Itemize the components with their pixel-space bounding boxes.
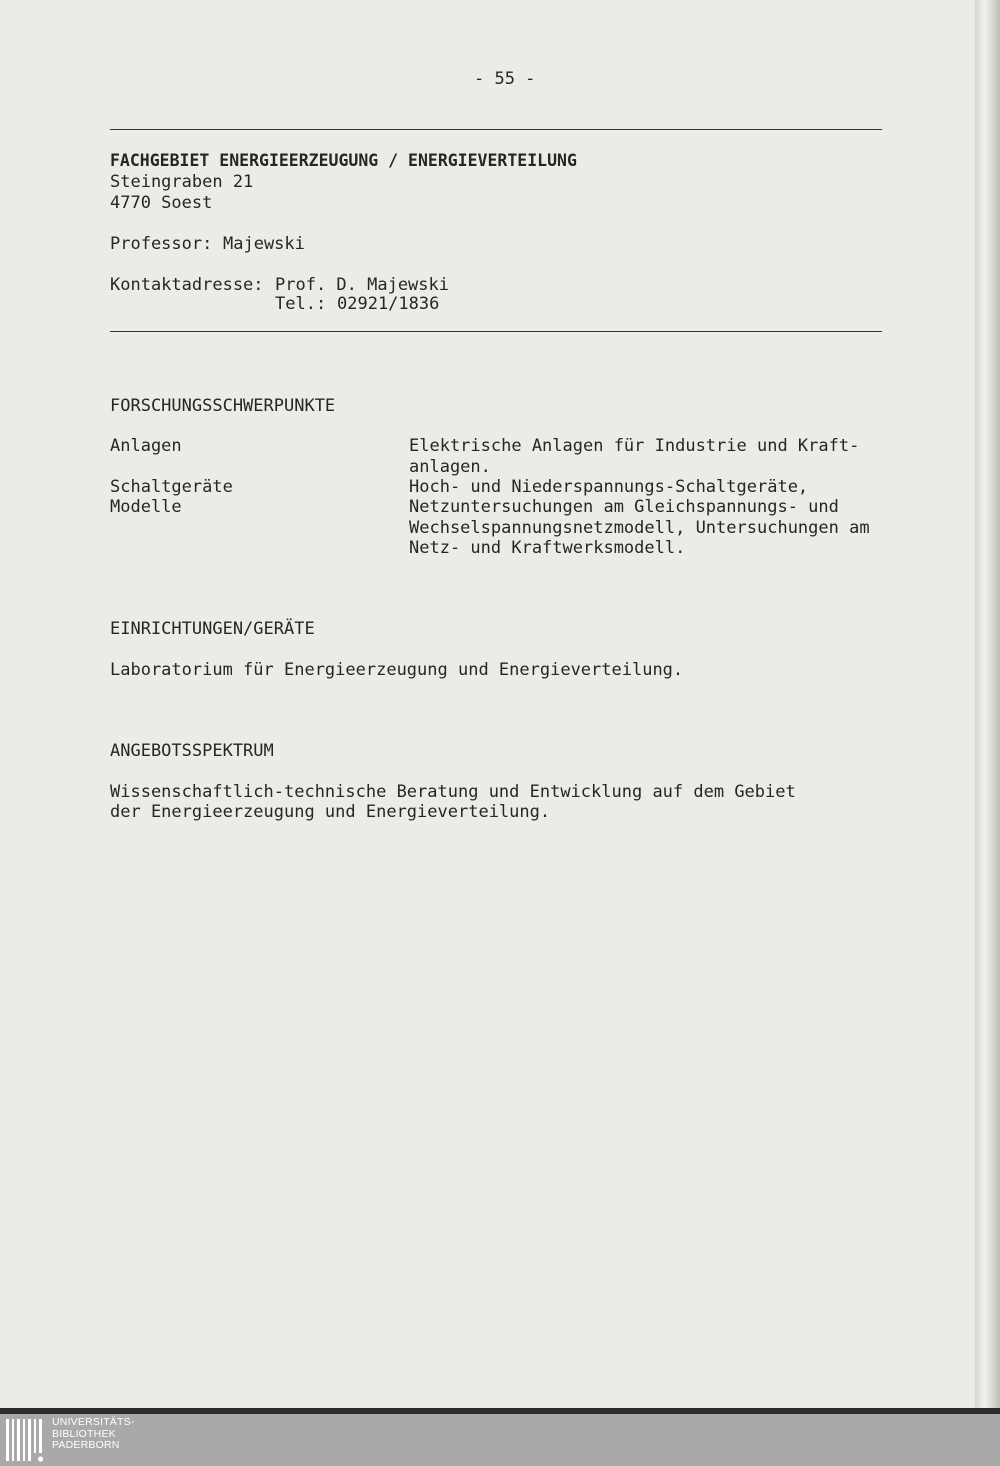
research-description-line: Hoch- und Niederspannungs-Schaltgeräte,: [409, 477, 809, 497]
contact-name: Prof. D. Majewski: [275, 275, 449, 295]
top-rule: [110, 129, 882, 130]
research-description-line: Netz- und Kraftwerksmodell.: [409, 538, 686, 558]
research-description-line: Netzuntersuchungen am Gleichspannungs- und: [409, 497, 839, 517]
header-bottom-rule: [110, 331, 882, 332]
facilities-text: Laboratorium für Energieerzeugung und Energieverteilung.: [110, 660, 684, 680]
page-number: - 55 -: [474, 69, 536, 89]
research-topic-schaltgeraete: Schaltgeräte: [110, 477, 233, 497]
facilities-heading: EINRICHTUNGEN/GERÄTE: [110, 619, 315, 639]
page-edge-shadow: [975, 0, 1000, 1412]
research-description-line: anlagen.: [409, 457, 491, 477]
offer-heading: ANGEBOTSSPEKTRUM: [110, 741, 274, 761]
library-logo-text: [52, 1417, 135, 1452]
research-heading: FORSCHUNGSSCHWERPUNKTE: [110, 396, 336, 416]
research-topic-anlagen: Anlagen: [110, 436, 182, 456]
research-description-line: Elektrische Anlagen für Industrie und Kraft-: [409, 436, 860, 456]
logo-line: BIBLIOTHEK: [52, 1427, 116, 1440]
offer-text-line: Wissenschaftlich-technische Beratung und Entwicklung auf dem Gebiet: [110, 782, 796, 802]
phone-label: Tel.:: [275, 294, 327, 314]
address-city: 4770 Soest: [110, 193, 213, 213]
institute-title: FACHGEBIET ENERGIEERZEUGUNG / ENERGIEVERTEILUNG: [110, 151, 577, 170]
logo-line: PADERBORN: [52, 1439, 120, 1451]
research-topic-modelle: Modelle: [110, 497, 182, 517]
contact-label: Kontaktadresse:: [110, 275, 264, 295]
address-street: Steingraben 21: [110, 172, 254, 192]
library-footer: [0, 1414, 1000, 1466]
library-barcode-logo-icon: [6, 1416, 44, 1464]
research-description-line: Wechselspannungsnetzmodell, Untersuchungen am: [409, 518, 870, 538]
offer-text-line: der Energieerzeugung und Energieverteilung.: [110, 802, 551, 822]
logo-line: UNIVERSITÄTS-: [52, 1416, 135, 1428]
phone-number: 02921/1836: [337, 294, 440, 314]
professor-label: Professor:: [110, 234, 213, 254]
professor-name: Majewski: [223, 234, 305, 254]
